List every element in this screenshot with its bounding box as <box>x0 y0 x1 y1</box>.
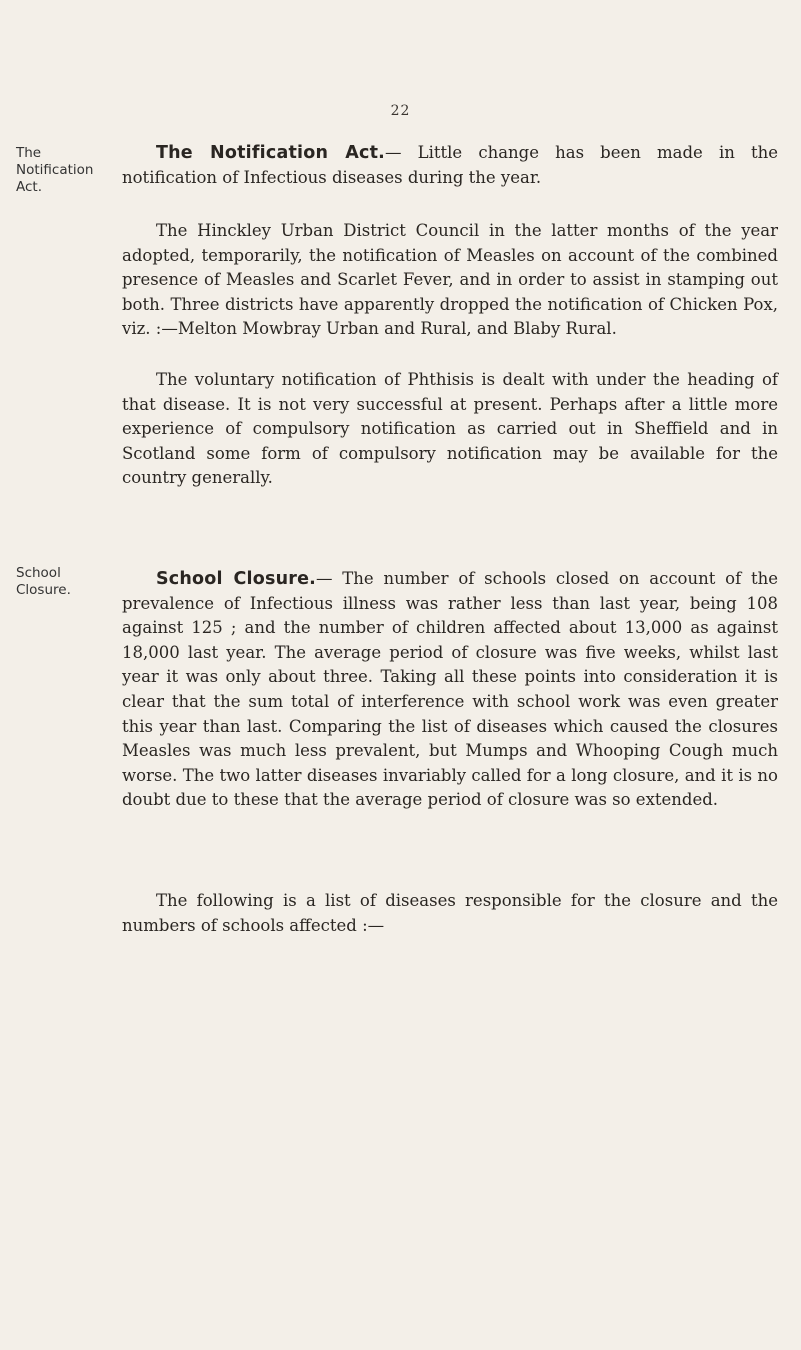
margin-note-line: Notification <box>16 162 94 178</box>
margin-note-school-closure <box>16 565 111 599</box>
school-closure-heading: School Closure. <box>156 569 316 589</box>
margin-note-line: School <box>16 565 61 581</box>
margin-note-line: Closure. <box>16 582 71 598</box>
school-closure-paragraph-2: The following is a list of diseases responsible for the closure and the numbers of schools affected :— <box>122 891 778 935</box>
margin-note-line: Act. <box>16 179 43 195</box>
notification-act-paragraph-2: The Hinckley Urban District Council in the latter months of the year adopted, temporarily, the notification of Measles on account of the combined presence of Measles and Scarlet Fever, and in order to assist in stamping out both. Three districts have apparently dropped the notification of Chicken Pox, viz. :—Melton Mowbray Urban and Rural, and Blaby Rural. <box>122 221 778 339</box>
notification-act-heading: The Notification Act. <box>156 143 386 163</box>
notification-act-paragraph-3: The voluntary notification of Phthisis is dealt with under the heading of that disease. It is not very successful at present. Perhaps after a little more experience of compulsory notification as carried out in Sheffield and in Scotland some form of compulsory notification may be available for the country generally. <box>122 370 778 488</box>
notification-act-intro-text: — Little change has been made in the notification of Infectious diseases during the year. <box>122 143 779 187</box>
margin-note-notification-act <box>16 145 111 196</box>
margin-note-line: The <box>16 145 42 161</box>
page-number: 22 <box>390 103 411 119</box>
school-closure-intro-text: — The number of schools closed on account of the prevalence of Infectious illness was rather less than last year, being 108 against 125 ; and the number of children affected about 13,000 as against 18,000 last year. The average period of closure was five weeks, whilst last year it was only about three. Taking all these points into consideration it is clear that the sum total of interference with school work was even greater this year than last. Comparing the list of diseases which caused the closures Measles was much less prevalent, but Mumps and Whooping Cough much worse. The two latter diseases invariably called for a long closure, and it is no doubt due to these that the average period of closure was so extended. <box>122 569 778 810</box>
notification-act-intro-paragraph <box>122 141 778 190</box>
school-closure-intro-paragraph <box>122 567 778 813</box>
